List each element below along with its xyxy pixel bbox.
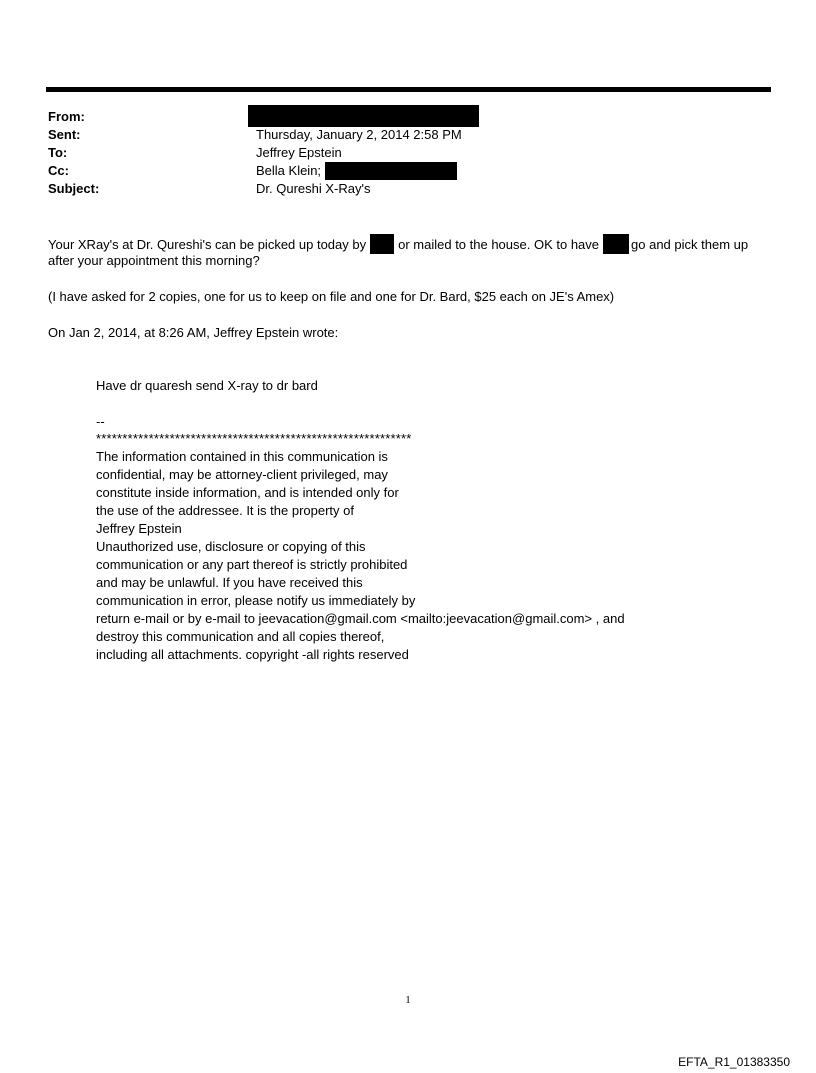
body-line-2: after your appointment this morning? [48,253,260,268]
disclaimer-line: return e-mail or by e-mail to jeevacation@gmail.com <mailto:jeevacation@gmail.com> , and [96,611,625,626]
sent-label: Sent: [48,127,81,142]
quote-intro: On Jan 2, 2014, at 8:26 AM, Jeffrey Epstein wrote: [48,325,339,340]
disclaimer-line: including all attachments. copyright -all rights reserved [96,647,409,662]
body-line-1 [48,234,748,254]
disclaimer-line: confidential, may be attorney-client privileged, may [96,467,388,482]
to-label: To: [48,145,68,160]
body-line-1-part-1: Your XRay's at Dr. Qureshi's can be picked up today by [48,237,367,252]
disclaimer-line: communication in error, please notify us immediately by [96,593,416,608]
disclaimer-line: Jeffrey Epstein [96,521,182,536]
subject-value: Dr. Qureshi X-Ray's [256,181,371,196]
disclaimer-line: and may be unlawful. If you have received this [96,575,363,590]
signature-stars: ************************************************************ [96,431,412,446]
body-line-1-part-3: go and pick them up [631,237,749,252]
cc-name: Bella Klein; [256,163,322,178]
name-redaction-2 [603,234,629,254]
disclaimer-line: constitute inside information, and is intended only for [96,485,399,500]
cc-redaction [325,162,457,180]
from-redaction [248,105,479,127]
from-label: From: [48,109,85,124]
sent-value: Thursday, January 2, 2014 2:58 PM [256,127,462,142]
page-number: 1 [405,994,411,1006]
signature-dash: -- [96,414,105,429]
cc-label: Cc: [48,163,69,178]
disclaimer-line: destroy this communication and all copies thereof, [96,629,385,644]
cc-value [256,162,457,180]
body-line-1-part-2: or mailed to the house. OK to have [398,237,600,252]
disclaimer-line: The information contained in this communication is [96,449,388,464]
to-value: Jeffrey Epstein [256,145,342,160]
quoted-message: Have dr quaresh send X-ray to dr bard [96,378,318,393]
bates-number: EFTA_R1_01383350 [678,1055,790,1069]
name-redaction-1 [370,234,394,254]
subject-label: Subject: [48,181,100,196]
body-note: (I have asked for 2 copies, one for us to keep on file and one for Dr. Bard, $25 each on JE's Amex) [48,289,615,304]
disclaimer-line: the use of the addressee. It is the property of [96,503,354,518]
disclaimer-line: Unauthorized use, disclosure or copying of this [96,539,366,554]
disclaimer-line: communication or any part thereof is strictly prohibited [96,557,408,572]
header-rule [46,87,771,92]
